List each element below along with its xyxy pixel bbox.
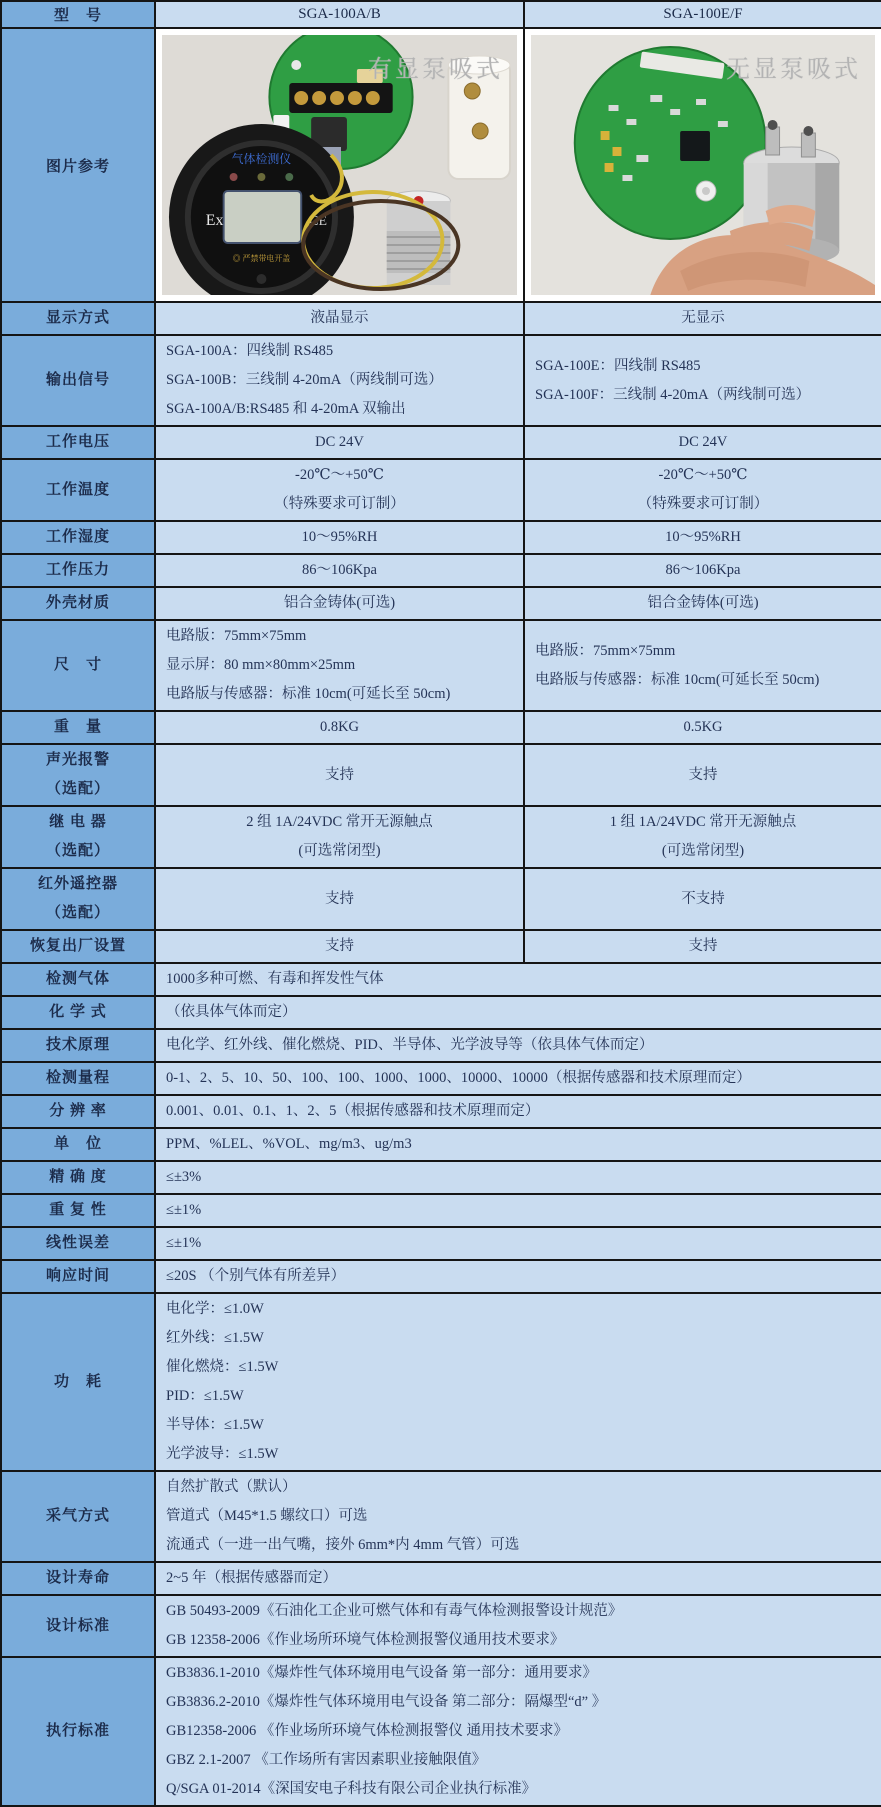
- spec-row: [1, 1095, 881, 1128]
- svg-text:◎ 严禁带电开盖: ◎ 严禁带电开盖: [232, 253, 291, 264]
- spec-value: 液晶显示: [155, 302, 524, 335]
- spec-value: ≤±1%: [155, 1194, 881, 1227]
- spec-row: [1, 963, 881, 996]
- spec-row: [1, 302, 881, 335]
- spec-row: [1, 1227, 881, 1260]
- svg-text:气体检测仪: 气体检测仪: [231, 151, 292, 167]
- spec-value: -20℃～+50℃ （特殊要求可订制）: [524, 459, 881, 521]
- spec-row: [1, 744, 881, 806]
- spec-row: [1, 711, 881, 744]
- spec-value: SGA-100A：四线制 RS485 SGA-100B：三线制 4-20mA（两线制可选） SGA-100A/B:RS485 和 4-20mA 双输出: [155, 335, 524, 426]
- photo-cell-right: [524, 28, 881, 302]
- spec-value: 0.001、0.01、0.1、1、2、5（根据传感器和技术原理而定）: [155, 1095, 881, 1128]
- spec-row: [1, 426, 881, 459]
- spec-row: [1, 1128, 881, 1161]
- spec-value: 自然扩散式（默认） 管道式（M45*1.5 螺纹口）可选 流通式（一进一出气嘴，接外 6mm*内 4mm 气管）可选: [155, 1471, 881, 1562]
- spec-value: ≤20S （个别气体有所差异）: [155, 1260, 881, 1293]
- spec-value: 2~5 年（根据传感器而定）: [155, 1562, 881, 1595]
- row-label: 功 耗: [1, 1293, 155, 1471]
- row-label: 采气方式: [1, 1471, 155, 1562]
- row-label: 继 电 器 （选配）: [1, 806, 155, 868]
- spec-value: ≤±1%: [155, 1227, 881, 1260]
- spec-value: 不支持: [524, 868, 881, 930]
- spec-row: [1, 554, 881, 587]
- header-row: [1, 1, 881, 28]
- spec-value: 支持: [155, 744, 524, 806]
- row-label: 设计寿命: [1, 1562, 155, 1595]
- spec-value: 电路版：75mm×75mm 电路版与传感器：标准 10cm(可延长至 50cm): [524, 620, 881, 711]
- spec-value: -20℃～+50℃ （特殊要求可订制）: [155, 459, 524, 521]
- svg-text:CE: CE: [309, 213, 327, 230]
- spec-row: [1, 930, 881, 963]
- spec-row: [1, 1062, 881, 1095]
- spec-value: 10～95%RH: [155, 521, 524, 554]
- spec-value: （依具体气体而定）: [155, 996, 881, 1029]
- row-label: 重 量: [1, 711, 155, 744]
- spec-value: 电路版：75mm×75mm 显示屏：80 mm×80mm×25mm 电路版与传感器：标准 10cm(可延长至 50cm): [155, 620, 524, 711]
- spec-value: 0.8KG: [155, 711, 524, 744]
- model-label: 型 号: [1, 1, 155, 28]
- spec-value: 10～95%RH: [524, 521, 881, 554]
- spec-row: [1, 1260, 881, 1293]
- row-label: 红外遥控器 （选配）: [1, 868, 155, 930]
- image-row-label: 图片参考: [1, 28, 155, 302]
- row-label: 工作温度: [1, 459, 155, 521]
- spec-value: 铝合金铸体(可选): [524, 587, 881, 620]
- row-label: 设计标准: [1, 1595, 155, 1657]
- spec-value: 支持: [155, 868, 524, 930]
- spec-value: 1 组 1A/24VDC 常开无源触点 (可选常闭型): [524, 806, 881, 868]
- spec-row: [1, 1293, 881, 1471]
- spec-row: [1, 1657, 881, 1806]
- spec-row: [1, 996, 881, 1029]
- spec-value: SGA-100E：四线制 RS485 SGA-100F：三线制 4-20mA（两线制可选）: [524, 335, 881, 426]
- photo-cell-left: [155, 28, 524, 302]
- row-label: 精 确 度: [1, 1161, 155, 1194]
- spec-value: 86～106Kpa: [155, 554, 524, 587]
- row-label: 技术原理: [1, 1029, 155, 1062]
- spec-row: [1, 459, 881, 521]
- spec-value: 0-1、2、5、10、50、100、100、1000、1000、10000、10000（根据传感器和技术原理而定）: [155, 1062, 881, 1095]
- spec-value: 2 组 1A/24VDC 常开无源触点 (可选常闭型): [155, 806, 524, 868]
- spec-value: 支持: [155, 930, 524, 963]
- spec-row: [1, 1471, 881, 1562]
- row-label: 单 位: [1, 1128, 155, 1161]
- spec-row: [1, 1595, 881, 1657]
- row-label: 恢复出厂设置: [1, 930, 155, 963]
- spec-row: [1, 335, 881, 426]
- row-label: 化 学 式: [1, 996, 155, 1029]
- product-photo-lcd-version: [162, 35, 517, 295]
- spec-value: 无显示: [524, 302, 881, 335]
- row-label: 检测气体: [1, 963, 155, 996]
- spec-row: [1, 620, 881, 711]
- spec-row: [1, 868, 881, 930]
- row-label: 执行标准: [1, 1657, 155, 1806]
- spec-value: DC 24V: [524, 426, 881, 459]
- watermark-right: 无显泵吸式: [726, 57, 861, 83]
- row-label: 尺 寸: [1, 620, 155, 711]
- row-label: 重 复 性: [1, 1194, 155, 1227]
- spec-row: [1, 1161, 881, 1194]
- spec-value: 电化学：≤1.0W 红外线：≤1.5W 催化燃烧：≤1.5W PID：≤1.5W 半导体：≤1.5W 光学波导：≤1.5W: [155, 1293, 881, 1471]
- spec-value: GB 50493-2009《石油化工企业可燃气体和有毒气体检测报警设计规范》 GB 12358-2006《作业场所环境气体检测报警仪通用技术要求》: [155, 1595, 881, 1657]
- row-label: 声光报警 （选配）: [1, 744, 155, 806]
- spec-value: 支持: [524, 930, 881, 963]
- row-label: 外壳材质: [1, 587, 155, 620]
- row-label: 线性误差: [1, 1227, 155, 1260]
- row-label: 工作湿度: [1, 521, 155, 554]
- spec-row: [1, 806, 881, 868]
- image-reference-row: [1, 28, 881, 302]
- spec-row: [1, 587, 881, 620]
- spec-value: 支持: [524, 744, 881, 806]
- spec-row: [1, 1562, 881, 1595]
- row-label: 响应时间: [1, 1260, 155, 1293]
- model-a-header: SGA-100A/B: [155, 1, 524, 28]
- spec-value: 铝合金铸体(可选): [155, 587, 524, 620]
- product-photo-no-display-version: [531, 35, 875, 295]
- row-label: 工作压力: [1, 554, 155, 587]
- row-label: 分 辨 率: [1, 1095, 155, 1128]
- row-label: 工作电压: [1, 426, 155, 459]
- spec-value: DC 24V: [155, 426, 524, 459]
- spec-row: [1, 1194, 881, 1227]
- spec-value: 0.5KG: [524, 711, 881, 744]
- row-label: 输出信号: [1, 335, 155, 426]
- row-label: 显示方式: [1, 302, 155, 335]
- spec-value: ≤±3%: [155, 1161, 881, 1194]
- spec-value: PPM、%LEL、%VOL、mg/m3、ug/m3: [155, 1128, 881, 1161]
- spec-value: 1000多种可燃、有毒和挥发性气体: [155, 963, 881, 996]
- row-label: 检测量程: [1, 1062, 155, 1095]
- spec-row: [1, 521, 881, 554]
- spec-row: [1, 1029, 881, 1062]
- spec-value: 电化学、红外线、催化燃烧、PID、半导体、光学波导等（依具体气体而定）: [155, 1029, 881, 1062]
- model-b-header: SGA-100E/F: [524, 1, 881, 28]
- watermark-left: 有显泵吸式: [368, 57, 503, 83]
- spec-value: GB3836.1-2010《爆炸性气体环境用电气设备 第一部分：通用要求》 GB3836.2-2010《爆炸性气体环境用电气设备 第二部分：隔爆型“d” 》 GB12358-2006 《作业场所环境气体检测报警仪 通用技术要求》 GBZ 2.1-2007 《工作场所有害因素职业接触限值》 Q/SGA 01-2014《深国安电子科技有限公司企业执行标准》: [155, 1657, 881, 1806]
- svg-text:Ex: Ex: [205, 211, 224, 230]
- spec-value: 86～106Kpa: [524, 554, 881, 587]
